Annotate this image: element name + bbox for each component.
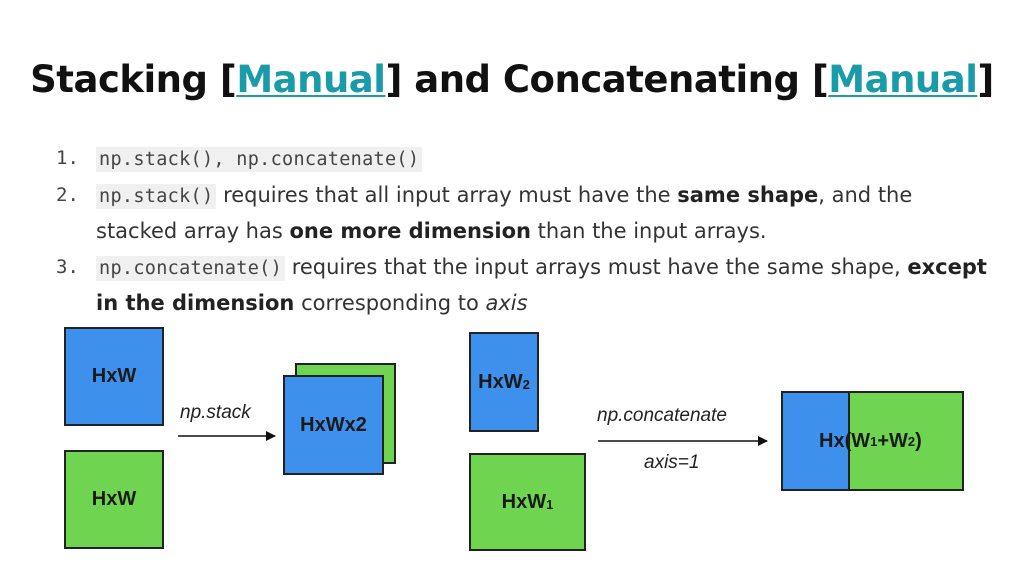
code-functions: np.stack(), np.concatenate()	[96, 147, 422, 172]
bullet-list	[52, 141, 992, 322]
title-text-1: Stacking [	[30, 58, 237, 101]
italic-text: axis	[485, 291, 528, 315]
text: than the input arrays.	[531, 219, 767, 243]
np-concatenate-arrow-label: np.concatenate	[597, 405, 727, 426]
box-label: HxW$_2$	[478, 370, 530, 393]
slide-title	[0, 58, 1024, 101]
stack-input-top-box	[64, 327, 164, 426]
title-text-2: ] and Concatenating [	[385, 58, 829, 101]
concat-output	[781, 391, 964, 491]
text: , and the stacked array has	[96, 182, 913, 243]
box-label: HxW	[91, 488, 137, 510]
list-number: 2.	[56, 183, 79, 206]
stack-output-front-box	[283, 375, 384, 475]
concat-output-label: Hx (W 1 +W 2 )	[819, 429, 922, 452]
manual-link-concatenating[interactable]: Manual	[828, 58, 978, 101]
title-text-3: ]	[977, 58, 994, 101]
list-number: 1.	[56, 147, 79, 169]
np-stack-arrow-label: np.stack	[180, 402, 251, 423]
stack-input-bottom-box	[64, 450, 164, 549]
manual-link-stacking[interactable]: Manual	[236, 58, 386, 101]
box-label: HxW	[91, 365, 137, 387]
box-label: HxWx2	[300, 413, 367, 436]
list-item	[52, 250, 992, 322]
text: corresponding to	[294, 291, 486, 315]
list-item	[52, 178, 992, 250]
text: requires that the input arrays must have the same shape,	[285, 254, 908, 279]
concat-input-bottom-box	[469, 453, 586, 551]
bold-text: except in the dimension	[96, 254, 987, 315]
axis-label: axis=1	[644, 452, 700, 473]
code-np-stack: np.stack()	[96, 184, 216, 209]
bold-text: one more dimension	[289, 219, 531, 243]
box-label: HxW$_1$	[501, 490, 554, 513]
text: requires that all input array must have the	[216, 182, 678, 207]
list-number: 3.	[56, 255, 79, 278]
code-np-concatenate: np.concatenate()	[96, 256, 285, 281]
bold-text: same shape	[677, 182, 819, 207]
list-item	[52, 141, 992, 178]
concat-input-top-box	[469, 332, 539, 432]
